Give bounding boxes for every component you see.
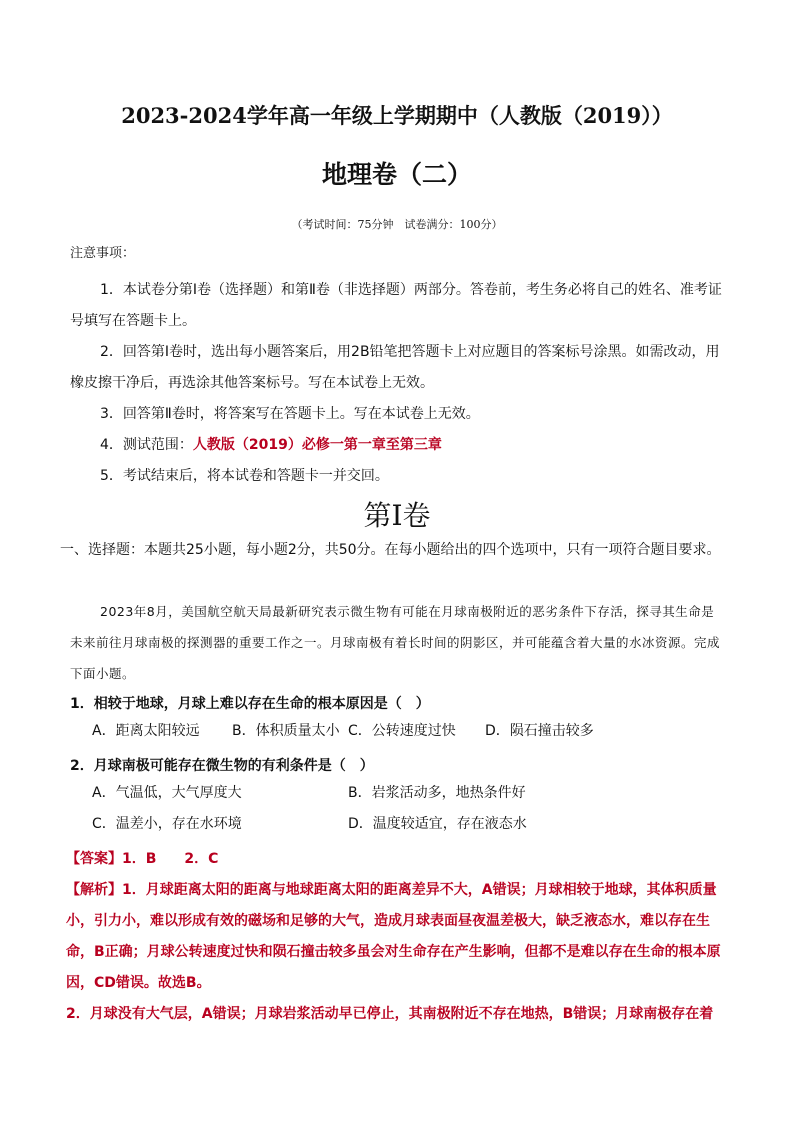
q1-option-b: B．体积质量太小 xyxy=(232,723,340,739)
question-1-options xyxy=(92,720,732,750)
answer-text: 1．B 2．C xyxy=(122,851,219,867)
q2-option-b: B．岩浆活动多，地热条件好 xyxy=(348,785,526,801)
analysis-label: 【解析】 xyxy=(66,882,122,898)
notes-heading: 注意事项： xyxy=(70,246,136,261)
exam-info: （考试时间：75分钟 试卷满分：100分） xyxy=(291,218,503,231)
note-item-5: 5．考试结束后，将本试卷和答题卡一并交回。 xyxy=(100,468,389,484)
note-item-3: 3．回答第Ⅱ卷时，将答案写在答题卡上。写在本试卷上无效。 xyxy=(100,406,480,422)
question-2-options-row2 xyxy=(92,813,732,843)
analysis-text-1: 1．月球距离太阳的距离与地球距离太阳的距离差异不大，A错误；月球相较于地球，其体积质量小，引力小，难以形成有效的磁场和足够的大气，造成月球表面昼夜温差极大，缺乏液态水，难以存在生命，B正确；月球公转速度过快和陨石撞击较多虽会对生命存在产生影响，但都不是难以存在生命的根本原因，CD错误。故选B。 xyxy=(66,882,721,991)
analysis-block xyxy=(66,875,724,999)
note-item-4 xyxy=(70,430,724,461)
answer-line xyxy=(66,844,720,875)
note-item-4-prefix: 4．测试范围： xyxy=(100,437,193,453)
q1-option-a: A．距离太阳较远 xyxy=(92,723,200,739)
section-intro-text: 一、选择题：本题共25小题，每小题2分，共50分。在每小题给出的四个选项中，只有一项符合题目要求。 xyxy=(60,542,721,558)
q2-option-a: A．气温低，大气厚度大 xyxy=(92,785,242,801)
reading-passage: 2023年8月，美国航空航天局最新研究表示微生物有可能在月球南极附近的恶劣条件下存活，探寻其生命是未来前往月球南极的探测器的重要工作之一。月球南极有着长时间的阴影区，并可能蕴含着大量的水冰资源。完成下面小题。 xyxy=(70,604,721,681)
question-2-options-row1 xyxy=(92,782,732,812)
exam-title: 2023-2024学年高一年级上学期期中（人教版（2019）） xyxy=(121,103,673,128)
exam-subtitle: 地理卷（二） xyxy=(321,160,472,189)
analysis-text-2: 2．月球没有大气层，A错误；月球岩浆活动早已停止，其南极附近不存在地热，B错误；月球南极存在着 xyxy=(66,1006,714,1022)
question-1-stem: 1．相较于地球，月球上难以存在生命的根本原因是（ ） xyxy=(70,696,430,712)
answer-label: 【答案】 xyxy=(66,851,122,867)
note-item-2: 2．回答第Ⅰ卷时，选出每小题答案后，用2B铅笔把答题卡上对应题目的答案标号涂黑。如需改动，用橡皮擦干净后，再选涂其他答案标号。写在本试卷上无效。 xyxy=(70,344,720,391)
section-intro xyxy=(60,535,726,566)
test-range: 人教版（2019）必修一第一章至第三章 xyxy=(192,437,442,453)
note-item-1: 1．本试卷分第Ⅰ卷（选择题）和第Ⅱ卷（非选择题）两部分。答卷前，考生务必将自己的姓名、准考证号填写在答题卡上。 xyxy=(70,282,722,329)
q1-option-c: C．公转速度过快 xyxy=(348,723,456,739)
q1-option-d: D．陨石撞击较多 xyxy=(485,723,594,739)
q2-option-d: D．温度较适宜，存在液态水 xyxy=(348,816,527,832)
q2-option-c: C．温差小，存在水环境 xyxy=(92,816,242,832)
volume-title: 第Ⅰ卷 xyxy=(363,499,431,532)
question-2-stem: 2．月球南极可能存在微生物的有利条件是（ ） xyxy=(70,758,374,774)
